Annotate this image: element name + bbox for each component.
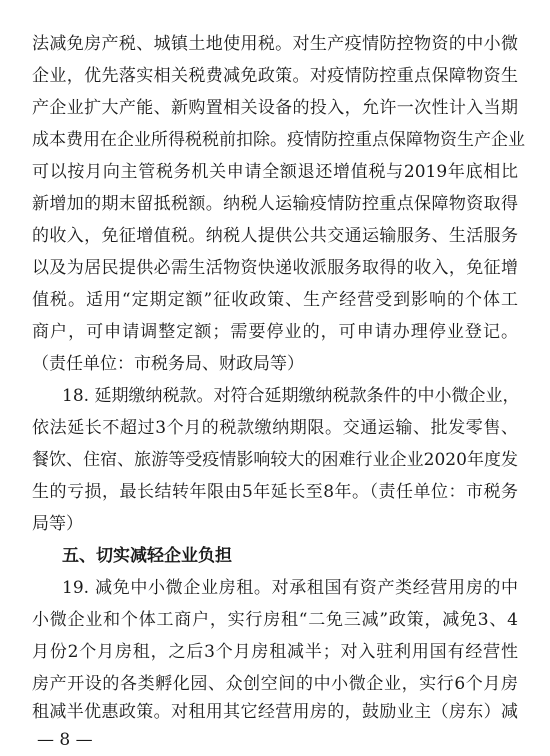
text-line: 房产开设的各类孵化园、众创空间的中小微企业，实行6个月房 (32, 674, 518, 694)
text-line: 小微企业和个体工商户，实行房租“二免三减”政策，减免3、4 (32, 610, 518, 630)
text-line: 成本费用在企业所得税税前扣除。疫情防控重点保障物资生产企业 (32, 130, 525, 150)
text-line: 以及为居民提供必需生活物资快递收派服务取得的收入，免征增 (32, 258, 518, 278)
text-line: 局等） (32, 514, 83, 534)
text-line: （责任单位：市税务局、财政局等） (32, 354, 304, 374)
text-line: 生的亏损，最长结转年限由5年延长至8年。（责任单位：市税务 (32, 482, 518, 502)
paragraph-18-first-line: 18. 延期缴纳税款。对符合延期缴纳税款条件的中小微企业， (62, 386, 520, 406)
text-line: 企业，优先落实相关税费减免政策。对疫情防控重点保障物资生 (32, 66, 518, 86)
text-line: 租减半优惠政策。对租用其它经营用房的，鼓励业主（房东）减 (32, 702, 518, 722)
section-heading: 五、切实减轻企业负担 (62, 546, 232, 566)
text-line: 新增加的期末留抵税额。纳税人运输疫情防控重点保障物资取得 (32, 194, 518, 214)
page-number: — 8 — (37, 730, 93, 750)
paragraph-19-first-line: 19. 减免中小微企业房租。对承租国有资产类经营用房的中 (62, 578, 518, 598)
text-line: 依法延长不超过3个月的税款缴纳期限。交通运输、批发零售、 (32, 418, 518, 438)
text-line: 商户，可申请调整定额；需要停业的，可申请办理停业登记。 (32, 322, 518, 342)
text-line: 法减免房产税、城镇土地使用税。对生产疫情防控物资的中小微 (32, 34, 518, 54)
text-line: 餐饮、住宿、旅游等受疫情影响较大的困难行业企业2020年度发 (32, 450, 518, 470)
text-line: 的收入，免征增值税。纳税人提供公共交通运输服务、生活服务 (32, 226, 518, 246)
text-line: 值税。适用“定期定额”征收政策、生产经营受到影响的个体工 (32, 290, 518, 310)
text-line: 产企业扩大产能、新购置相关设备的投入，允许一次性计入当期 (32, 98, 518, 118)
text-line: 可以按月向主管税务机关申请全额退还增值税与2019年底相比 (32, 162, 518, 182)
text-line: 月份2个月房租，之后3个月房租减半；对入驻利用国有经营性 (32, 642, 518, 662)
